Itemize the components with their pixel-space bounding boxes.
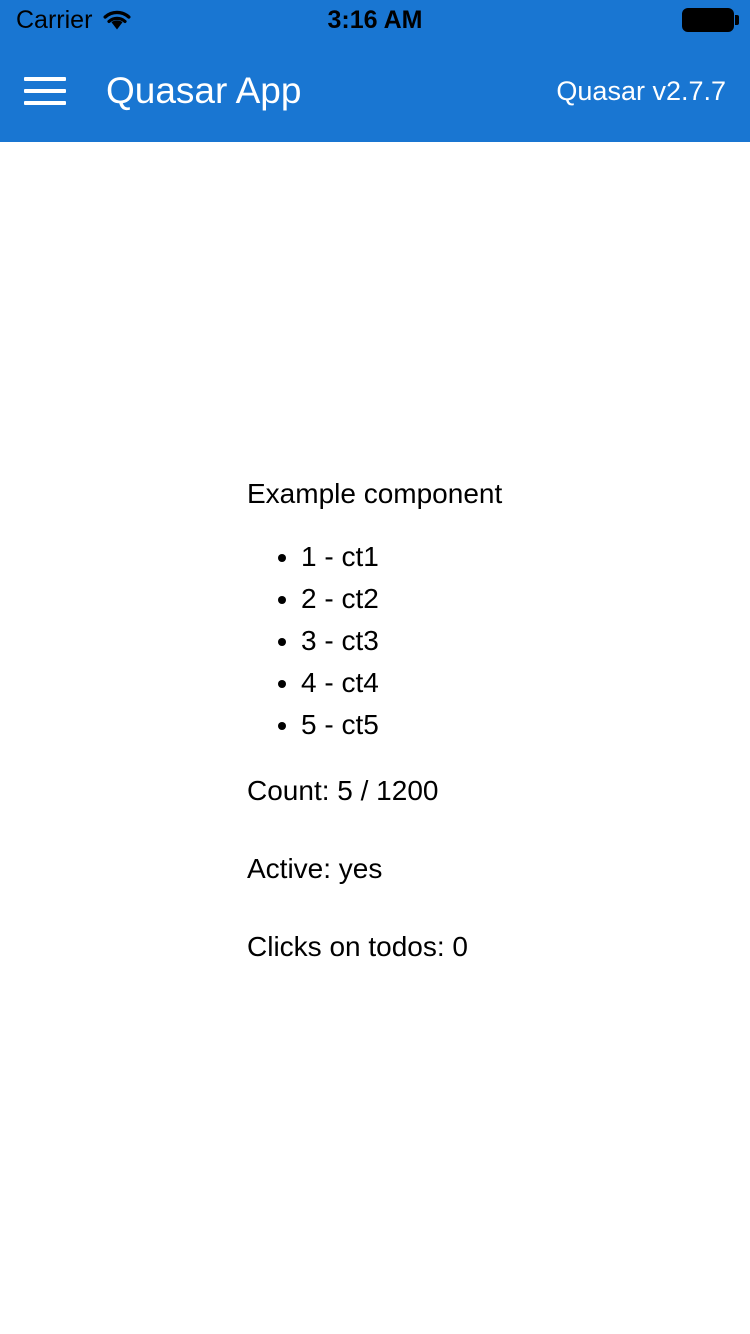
- count-line: Count: 5 / 1200: [247, 775, 439, 807]
- list-item[interactable]: • 2 - ct2: [301, 578, 726, 620]
- status-bar-time: 3:16 AM: [327, 5, 423, 34]
- status-bar-left: [16, 5, 132, 34]
- list-item[interactable]: • 1 - ct1: [301, 536, 726, 578]
- page-container: [0, 142, 750, 1334]
- list-item[interactable]: • 5 - ct5: [301, 704, 726, 746]
- list-item[interactable]: • 4 - ct4: [301, 662, 726, 704]
- menu-bar-3: [24, 101, 66, 105]
- menu-bar-1: [24, 77, 66, 81]
- toolbar-version-label: Quasar v2.7.7: [556, 75, 726, 106]
- component-title: Example component: [247, 477, 503, 509]
- app-toolbar: [0, 40, 750, 142]
- carrier-label: Carrier: [16, 5, 93, 34]
- status-bar-right: [682, 8, 734, 32]
- menu-bar-2: [24, 89, 66, 93]
- battery-full-icon: [682, 8, 734, 32]
- example-component: [0, 477, 750, 963]
- status-bar: [0, 0, 750, 40]
- hamburger-menu-icon[interactable]: [24, 63, 80, 119]
- active-line: Active: yes: [247, 853, 383, 884]
- todo-list: [247, 536, 726, 746]
- clicks-line: Clicks on todos: 0: [247, 930, 468, 962]
- list-item[interactable]: • 3 - ct3: [301, 620, 726, 662]
- page-title: Quasar App: [106, 70, 302, 111]
- wifi-icon: [102, 9, 132, 31]
